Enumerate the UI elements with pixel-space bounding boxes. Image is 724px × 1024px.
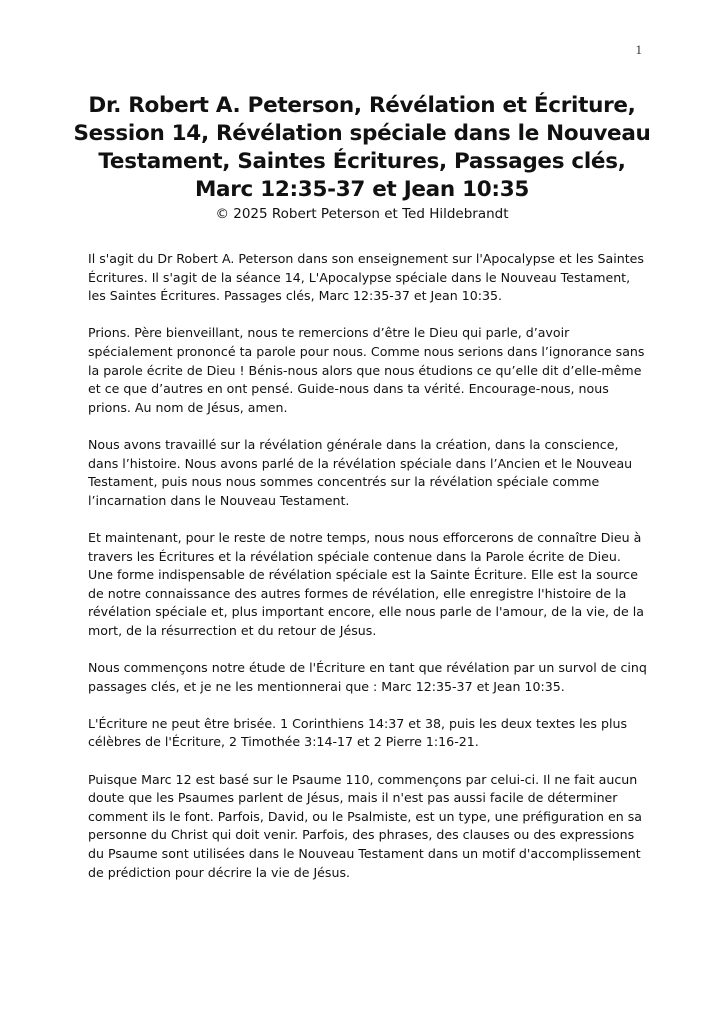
paragraph: Puisque Marc 12 est basé sur le Psaume 110, commençons par celui-ci. Il ne fait aucun doute que les Psaumes parlent de Jésus, mais il n'est pas aussi facile de déterminer comment ils le font. Parfois, David, ou le Psalmiste, est un type, une préfiguration en sa personne du Christ qui doit venir. Parfois, des phrases, des clauses ou des expressions du Psaume sont utilisées dans le Nouveau Testament dans un motif d'accomplissement de prédiction pour décrire la vie de Jésus. [88,771,642,880]
paragraph: Et maintenant, pour le reste de notre temps, nous nous efforcerons de connaître Dieu à travers les Écritures et la révélation spéciale contenue dans la Parole écrite de Dieu. Une forme indispensable de révélation spéciale est la Sainte Écriture. Elle est la source de notre connaissance des autres formes de révélation, elle enregistre l'histoire de la révélation spéciale et, plus important encore, elle nous parle de l'amour, de la vie, de la mort, de la résurrection et du retour de Jésus. [88,529,644,638]
paragraph: Nous avons travaillé sur la révélation générale dans la création, dans la conscience, dans l’histoire. Nous avons parlé de la révélation spéciale dans l’Ancien et le Nouveau Testament, puis nous nous sommes concentrés sur la révélation spéciale comme l’incarnation dans le Nouveau Testament. [88,436,633,508]
document-body [88,250,648,901]
paragraph: L'Écriture ne peut être brisée. 1 Corinthiens 14:37 et 38, puis les deux textes les plus célèbres de l'Écriture, 2 Timothée 3:14-17 et 2 Pierre 1:16-21. [88,715,628,750]
page-number: 1 [635,42,642,57]
paragraph: Prions. Père bienveillant, nous te remercions d’être le Dieu qui parle, d’avoir spécialement prononcé ta parole pour nous. Comme nous serions dans l’ignorance sans la parole écrite de Dieu ! Bénis-nous alors que nous étudions ce qu’elle dit d’elle-même et ce que d’autres en ont pensé. Guide-nous dans ta vérité. Encourage-nous, nous prions. Au nom de Jésus, amen. [88,325,645,415]
copyright-line: © 2025 Robert Peterson et Ted Hildebrandt [215,206,509,222]
paragraph: Nous commençons notre étude de l'Écriture en tant que révélation par un survol de cinq passages clés, et je ne les mentionnerai que : Marc 12:35-37 et Jean 10:35. [88,660,647,694]
document-title: Dr. Robert A. Peterson, Révélation et Écriture, Session 14, Révélation spéciale dans le Nouveau Testament, Saintes Écritures, Passages clés, Marc 12:35-37 et Jean 10:35 [73,93,651,202]
paragraph: Il s'agit du Dr Robert A. Peterson dans son enseignement sur l'Apocalypse et les Saintes Écritures. Il s'agit de la séance 14, L'Apocalypse spéciale dans le Nouveau Testament, les Saintes Écritures. Passages clés, Marc 12:35-37 et Jean 10:35. [88,251,644,304]
title-block [70,92,654,223]
